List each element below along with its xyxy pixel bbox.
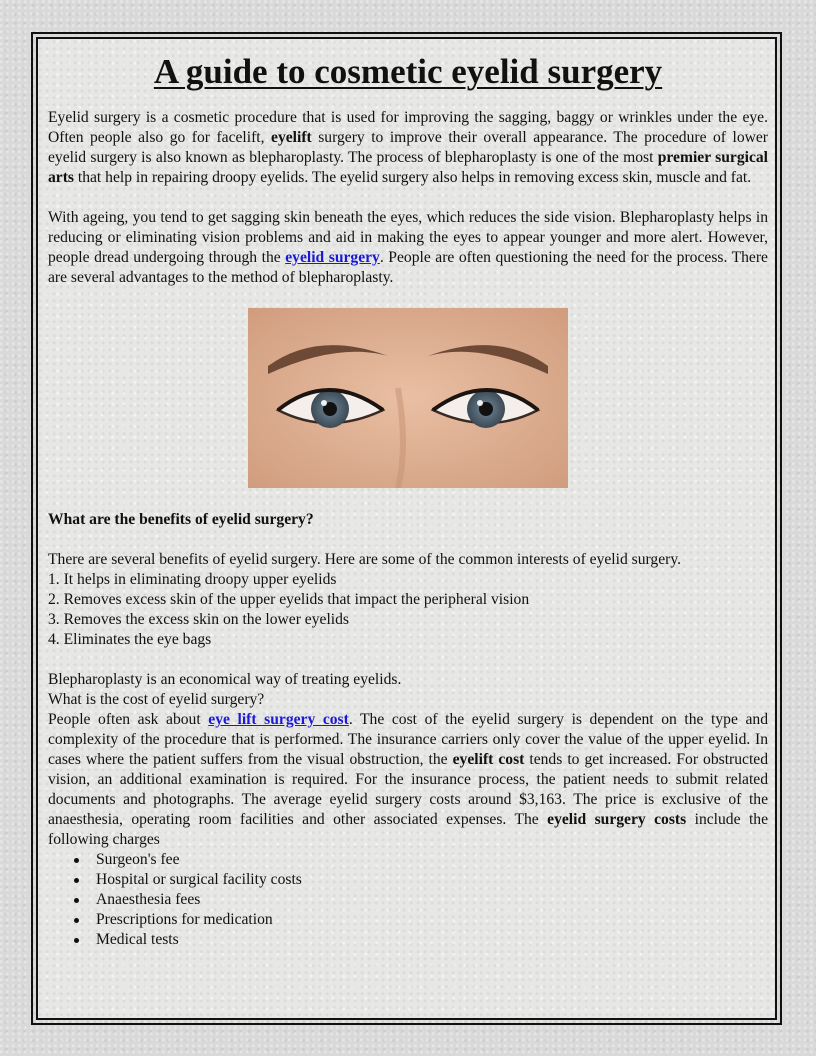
cost-question: What is the cost of eyelid surgery?	[48, 691, 265, 708]
eye-lift-cost-link[interactable]: eye lift surgery cost	[208, 711, 349, 728]
intro-paragraph	[48, 108, 768, 188]
list-item: Anaesthesia fees	[96, 890, 768, 910]
list-item: 3. Removes the excess skin on the lower eyelids	[48, 611, 349, 628]
intro-bold-eyelift: eyelift	[271, 129, 312, 146]
list-item: 4. Eliminates the eye bags	[48, 631, 212, 648]
cost-text-3: tends to get increased. For obstructed vision, an additional examination is required. For the insurance process, the patient needs to submit related documents and photographs. The average eyelid surgery costs around $3,163. The price is exclusive of the anaesthesia, operating room facilities and other associated expenses. The	[48, 751, 768, 828]
document-body	[48, 50, 768, 950]
eyes-illustration	[248, 308, 568, 488]
eyelid-surgery-link[interactable]: eyelid surgery	[285, 249, 380, 266]
intro-text-3: that help in repairing droopy eyelids. The eyelid surgery also helps in removing excess skin, muscle and fat.	[73, 169, 752, 186]
list-item: 1. It helps in eliminating droopy upper eyelids	[48, 571, 337, 588]
intro-text-2: surgery to improve their overall appearance. The procedure of lower eyelid surgery is also known as blepharoplasty. The process of blepharoplasty is one of the most	[48, 129, 768, 166]
list-item: Prescriptions for medication	[96, 910, 768, 930]
eyes-photo	[248, 308, 568, 488]
list-item: Surgeon's fee	[96, 850, 768, 870]
page-title: A guide to cosmetic eyelid surgery	[153, 52, 663, 91]
charges-list	[48, 850, 768, 950]
intro-bold-premier: premier surgical arts	[48, 149, 769, 186]
ageing-paragraph	[48, 208, 768, 288]
list-item: 2. Removes excess skin of the upper eyelids that impact the peripheral vision	[48, 591, 530, 608]
benefits-intro: There are several benefits of eyelid surgery. Here are some of the common interests of eyelid surgery.	[48, 551, 682, 568]
benefits-heading: What are the benefits of eyelid surgery?	[48, 511, 314, 528]
cost-text-2: . The cost of the eyelid surgery is dependent on the type and complexity of the procedure that is performed. The insurance carriers only cover the value of the upper eyelid. In cases where the patient suffers from the visual obstruction, the	[48, 711, 769, 768]
economical-line: Blepharoplasty is an economical way of treating eyelids.	[48, 671, 402, 688]
cost-bold-costs: eyelid surgery costs	[547, 811, 687, 828]
cost-paragraph	[48, 710, 768, 850]
intro-text-1: Eyelid surgery is a cosmetic procedure that is used for improving the sagging, baggy or wrinkles under the eye. Often people also go for facelift,	[48, 109, 768, 146]
cost-text-1: People often ask about	[48, 711, 209, 728]
cost-bold-eyelift: eyelift cost	[452, 751, 525, 768]
ageing-text-2: . People are often questioning the need for the process. There are several advantages to the method of blepharoplasty.	[48, 249, 768, 286]
benefits-list	[48, 570, 768, 650]
cost-text-4: include the following charges	[48, 811, 769, 848]
list-item: Hospital or surgical facility costs	[96, 870, 768, 890]
ageing-text-1: With ageing, you tend to get sagging skin beneath the eyes, which reduces the side vision. Blepharoplasty helps in reducing or eliminating vision problems and aid in making the eyes to appear younger and more alert. However, people dread undergoing through the	[48, 209, 768, 266]
list-item: Medical tests	[96, 930, 768, 950]
